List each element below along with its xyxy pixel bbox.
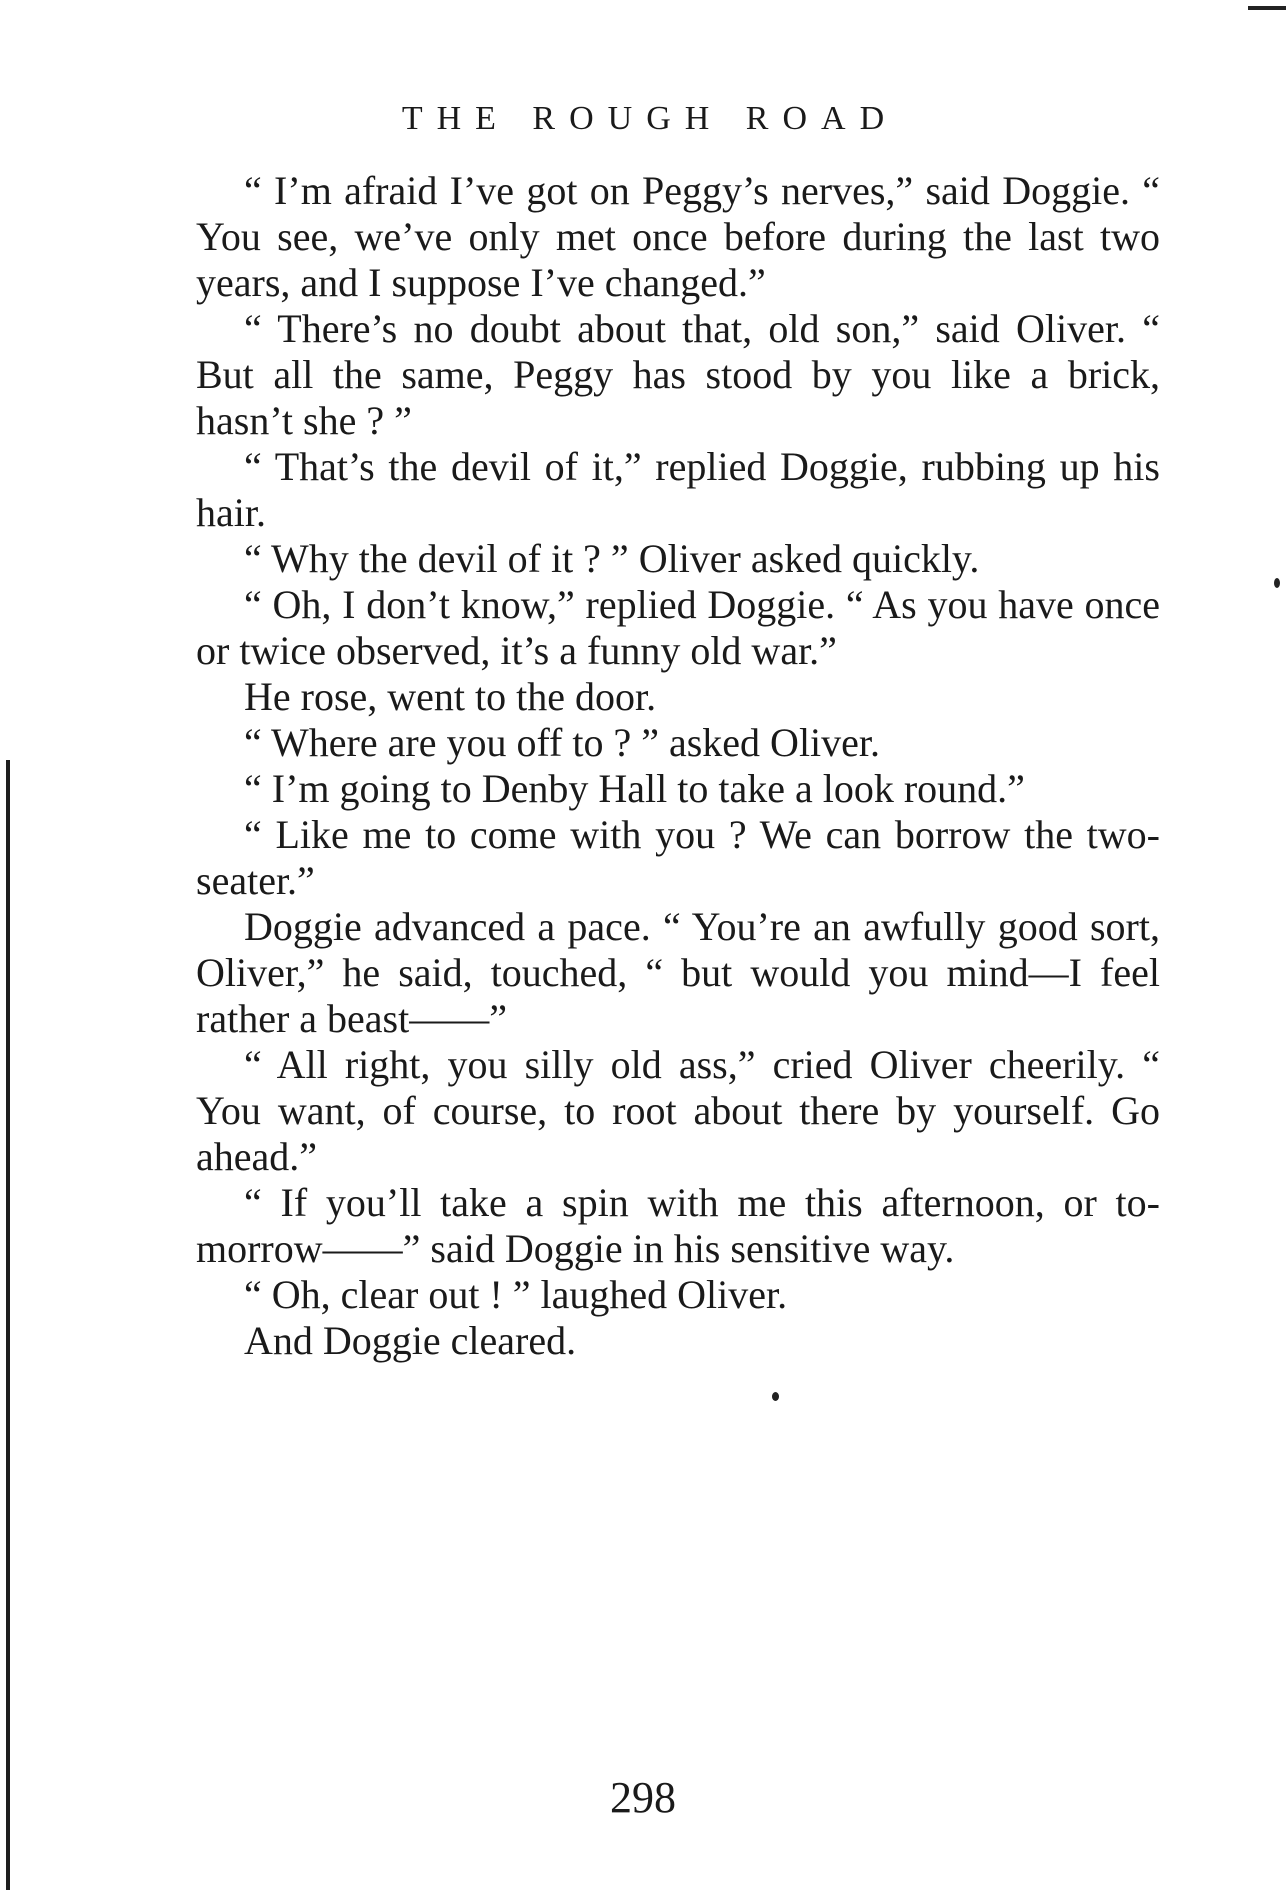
paragraph: “ Oh, clear out ! ” laughed Oliver.: [244, 1272, 788, 1317]
paragraph: “ All right, you silly old ass,” cried Oliver cheerily. “ You want, of course, to root about there by yourself. Go ahead.”: [196, 1042, 1160, 1179]
page-binding-edge: [6, 760, 10, 1890]
body-text: [196, 168, 1160, 1364]
paragraph: “ I’m going to Denby Hall to take a look round.”: [244, 766, 1025, 811]
paragraph: “ Like me to come with you ? We can borrow the two-seater.”: [196, 812, 1160, 903]
paragraph: “ There’s no doubt about that, old son,” said Oliver. “ But all the same, Peggy has stood by you like a brick, hasn’t she ? ”: [196, 306, 1160, 443]
paragraph: “ That’s the devil of it,” replied Doggie, rubbing up his hair.: [196, 444, 1160, 535]
paragraph: Doggie advanced a pace. “ You’re an awfully good sort, Oliver,” he said, touched, “ but would you mind—I feel rather a beast——”: [196, 904, 1160, 1041]
page-corner-mark: [1248, 6, 1286, 10]
paragraph: “ Why the devil of it ? ” Oliver asked quickly.: [244, 536, 980, 581]
running-head: THE ROUGH ROAD: [401, 100, 899, 137]
ink-speck: [1274, 578, 1280, 588]
ink-speck: [772, 1392, 779, 1401]
page-number: 298: [610, 1773, 676, 1822]
paragraph: “ If you’ll take a spin with me this afternoon, or to-morrow——” said Doggie in his sensitive way.: [196, 1180, 1160, 1271]
paragraph: “ Where are you off to ? ” asked Oliver.: [244, 720, 881, 765]
paragraph: “ Oh, I don’t know,” replied Doggie. “ As you have once or twice observed, it’s a funny old war.”: [196, 582, 1160, 673]
paragraph: He rose, went to the door.: [244, 674, 657, 719]
paragraph: And Doggie cleared.: [244, 1318, 577, 1363]
paragraph: “ I’m afraid I’ve got on Peggy’s nerves,” said Doggie. “ You see, we’ve only met once before during the last two years, and I suppose I’ve changed.”: [196, 168, 1160, 305]
